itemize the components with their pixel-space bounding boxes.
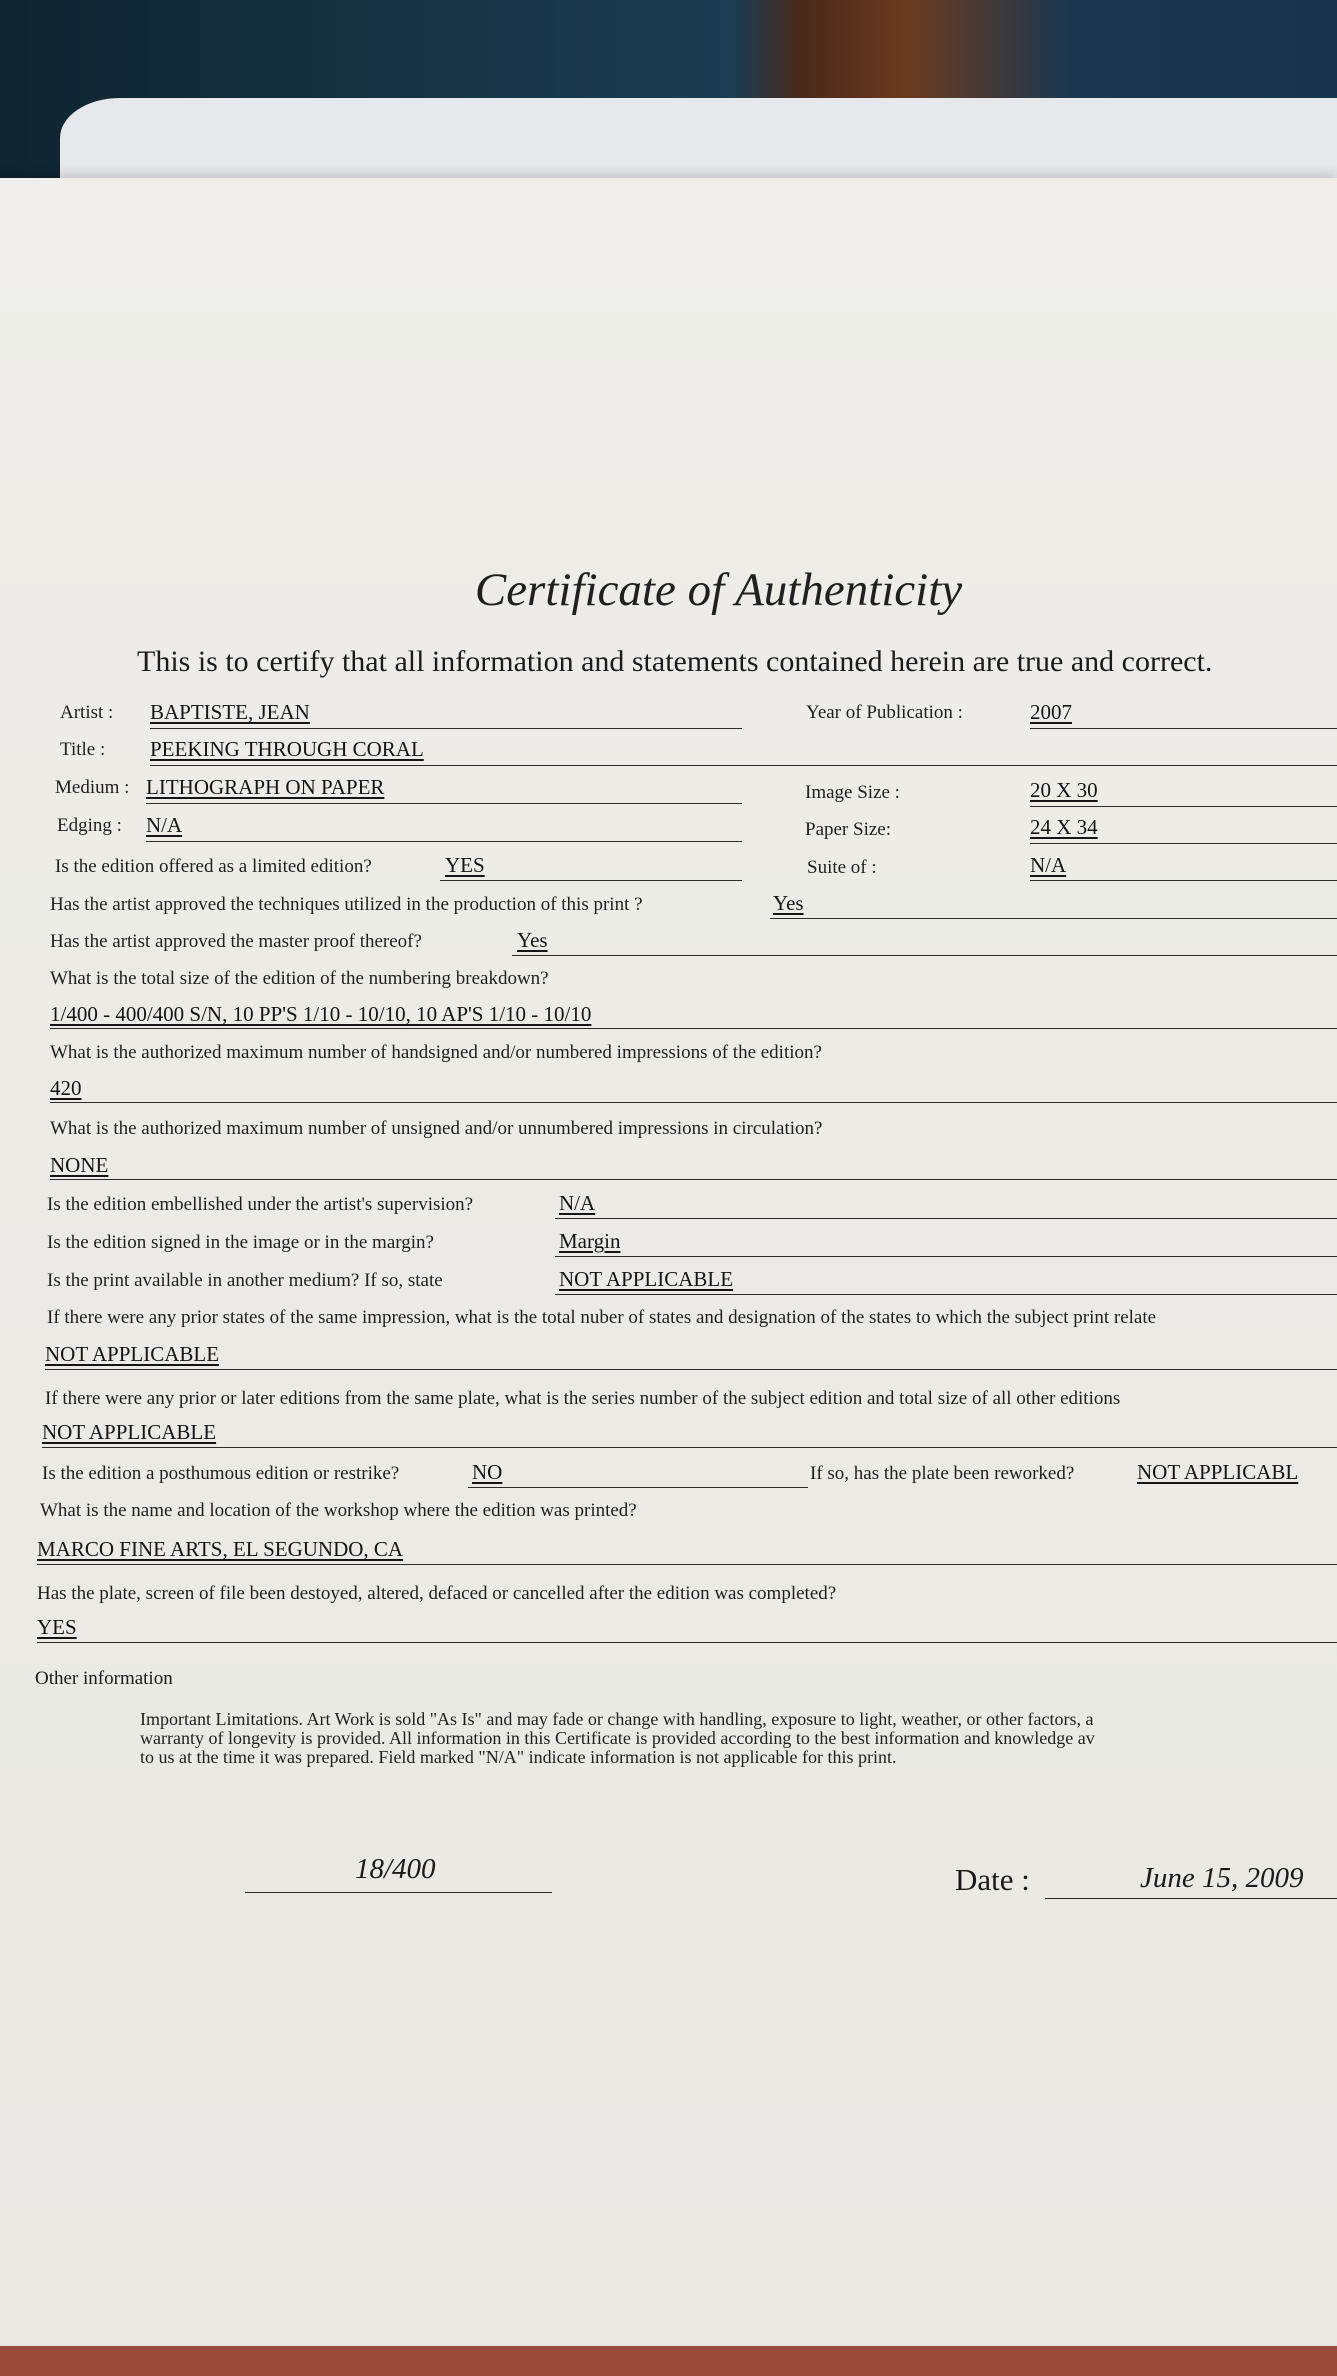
suite-label: Suite of : xyxy=(807,857,877,878)
title-label: Title : xyxy=(60,739,106,760)
q-embellished: Is the edition embellished under the artist's supervision? xyxy=(47,1194,474,1215)
a-posthumous: NO xyxy=(472,1460,503,1484)
edition-number: 18/400 xyxy=(355,1853,436,1885)
suite-value: N/A xyxy=(1030,853,1067,877)
other-info-line: to us at the time it was prepared. Field marked "N/A" indicate information is not applicable for this print. xyxy=(140,1747,897,1767)
artist-label: Artist : xyxy=(60,702,114,723)
title-value: PEEKING THROUGH CORAL xyxy=(150,737,424,761)
background-table-edge xyxy=(0,2346,1337,2376)
a-reworked: NOT APPLICABL xyxy=(1137,1460,1299,1484)
year-label: Year of Publication : xyxy=(806,702,963,723)
q-master-proof: Has the artist approved the master proof thereof? xyxy=(50,931,422,952)
q-reworked: If so, has the plate been reworked? xyxy=(810,1463,1075,1484)
a-unsigned-max: NONE xyxy=(50,1153,109,1177)
image-size-value: 20 X 30 xyxy=(1030,778,1098,802)
paper-size-value: 24 X 34 xyxy=(1030,815,1098,839)
q-workshop: What is the name and location of the workshop where the edition was printed? xyxy=(40,1500,637,1521)
artist-value: BAPTISTE, JEAN xyxy=(150,700,310,724)
date-label: Date : xyxy=(955,1862,1030,1897)
a-techniques: Yes xyxy=(773,891,804,915)
a-other-medium: NOT APPLICABLE xyxy=(559,1267,734,1291)
limited-label: Is the edition offered as a limited edition? xyxy=(55,856,372,877)
intro-statement: This is to certify that all information and statements contained herein are true and correct. xyxy=(137,645,1213,678)
a-prior-editions: NOT APPLICABLE xyxy=(42,1420,217,1444)
a-destroyed: YES xyxy=(37,1615,77,1639)
a-signed-max: 420 xyxy=(50,1076,82,1100)
date-value: June 15, 2009 xyxy=(1140,1862,1304,1894)
q-techniques: Has the artist approved the techniques utilized in the production of this print ? xyxy=(50,894,643,915)
image-size-label: Image Size : xyxy=(805,782,900,803)
year-value: 2007 xyxy=(1030,700,1072,724)
edging-value: N/A xyxy=(146,813,183,837)
a-edition-size: 1/400 - 400/400 S/N, 10 PP'S 1/10 - 10/10, 10 AP'S 1/10 - 10/10 xyxy=(50,1002,592,1026)
q-posthumous: Is the edition a posthumous edition or restrike? xyxy=(42,1463,400,1484)
other-info-line: warranty of longevity is provided. All information in this Certificate is provided according to the best information and knowledge av xyxy=(140,1728,1095,1748)
other-info-text xyxy=(140,1710,1337,1767)
other-info-line: Important Limitations. Art Work is sold "As Is" and may fade or change with handling, exposure to light, weather, or other factors, a xyxy=(140,1709,1094,1729)
paper-size-label: Paper Size: xyxy=(805,819,892,840)
edging-label: Edging : xyxy=(57,815,122,836)
medium-value: LITHOGRAPH ON PAPER xyxy=(146,775,385,799)
a-workshop: MARCO FINE ARTS, EL SEGUNDO, CA xyxy=(37,1537,404,1561)
q-edition-size: What is the total size of the edition of the numbering breakdown? xyxy=(50,968,549,989)
q-destroyed: Has the plate, screen of file been destoyed, altered, defaced or cancelled after the edition was completed? xyxy=(37,1583,837,1604)
q-prior-editions: If there were any prior or later editions from the same plate, what is the series number of the subject edition and total size of all other editions xyxy=(45,1388,1121,1409)
q-signed-where: Is the edition signed in the image or in the margin? xyxy=(47,1232,434,1253)
q-prior-states: If there were any prior states of the same impression, what is the total nuber of states and designation of the states to which the subject print relate xyxy=(47,1307,1157,1328)
a-prior-states: NOT APPLICABLE xyxy=(45,1342,220,1366)
a-signed-where: Margin xyxy=(559,1229,621,1253)
a-embellished: N/A xyxy=(559,1191,596,1215)
document-title: Certificate of Authenticity xyxy=(474,564,963,616)
a-master-proof: Yes xyxy=(517,928,548,952)
medium-label: Medium : xyxy=(55,777,130,798)
other-info-label: Other information xyxy=(35,1668,173,1689)
q-other-medium: Is the print available in another medium? If so, state xyxy=(47,1270,443,1291)
limited-value: YES xyxy=(445,853,485,877)
q-unsigned-max: What is the authorized maximum number of unsigned and/or unnumbered impressions in circulation? xyxy=(50,1118,823,1139)
q-signed-max: What is the authorized maximum number of handsigned and/or numbered impressions of the edition? xyxy=(50,1042,822,1063)
